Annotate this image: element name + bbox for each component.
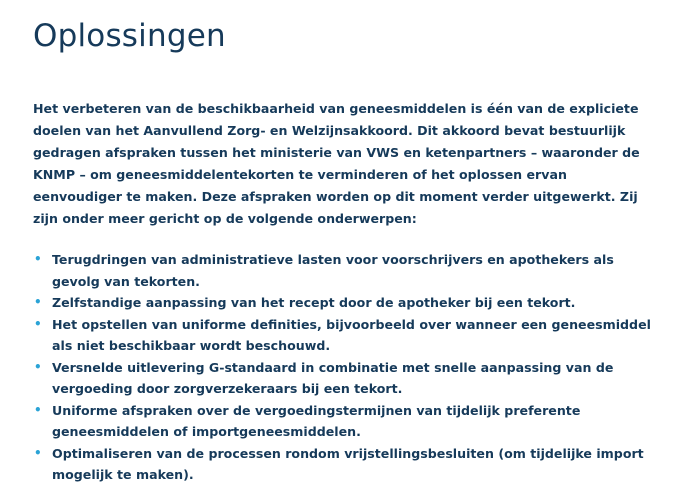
list-item-text: Het opstellen van uniforme definities, bijvoorbeeld over wanneer een geneesmiddel als niet beschikbaar wordt beschouwd.: [52, 316, 651, 353]
list-item: [33, 400, 658, 443]
bullet-icon: •: [34, 445, 42, 460]
list-item-text: Versnelde uitlevering G-standaard in combinatie met snelle aanpassing van de vergoeding door zorgverzekeraars bij een tekort.: [52, 359, 614, 396]
list-item-text: Uniforme afspraken over de vergoedingstermijnen van tijdelijk preferente geneesmiddelen of importgeneesmiddelen.: [52, 402, 581, 439]
bullet-icon: •: [34, 252, 42, 266]
list-item-text: Zelfstandige aanpassing van het recept door de apotheker bij een tekort.: [52, 295, 576, 310]
list-item-text: Terugdringen van administratieve lasten voor voorschrijvers en apothekers als gevolg van tekorten.: [52, 252, 614, 289]
bullet-icon: •: [34, 316, 42, 331]
list-item: [33, 314, 658, 357]
list-item: [33, 443, 658, 486]
page-title: Oplossingen: [33, 18, 226, 54]
list-item: [33, 249, 658, 292]
intro-paragraph: Het verbeteren van de beschikbaarheid van geneesmiddelen is één van de expliciete doelen van het Aanvullend Zorg- en Welzijnsakkoord. Dit akkoord bevat bestuurlijk gedragen afspraken tussen het ministerie van VWS en ketenpartners – waaronder de KNMP – om geneesmiddelentekorten te verminderen of het oplossen ervan eenvoudiger te maken. Deze afspraken worden op dit moment verder uitgewerkt. Zij zijn onder meer gericht op de volgende onderwerpen:: [33, 101, 640, 226]
bullet-icon: •: [34, 402, 42, 417]
list-item: [33, 357, 658, 400]
list-item: [33, 292, 658, 314]
bullet-icon: •: [34, 295, 42, 309]
list-item-text: Optimaliseren van de processen rondom vrijstellingsbesluiten (om tijdelijke import mogelijk te maken).: [52, 445, 644, 482]
topic-list: [33, 249, 658, 486]
bullet-icon: •: [34, 359, 42, 374]
